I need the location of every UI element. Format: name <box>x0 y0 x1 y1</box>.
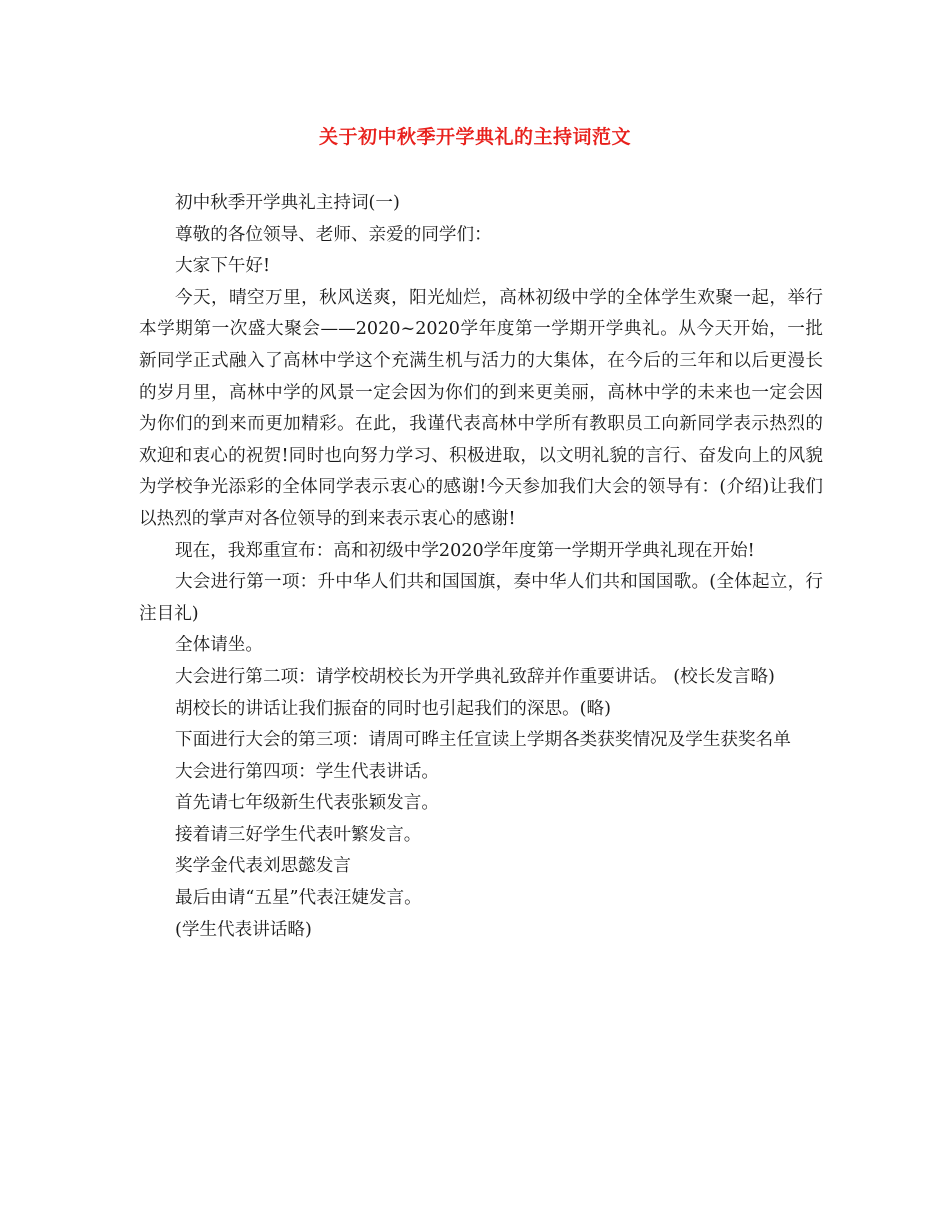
paragraph-speaker-four: 最后由请“五星”代表汪婕发言。 <box>175 888 422 909</box>
paragraph-opening-speech: 今天，晴空万里，秋风送爽，阳光灿烂，高林初级中学的全体学生欢聚一起，举行本学期第一次盛大聚会——2020~2020学年度第一学期开学典礼。从今天开始，一批新同学正式融入了高林中学这个充满生机与活力的大集体，在今后的三年和以后更漫长的岁月里，高林中学的风景一定会因为你们的到来更美丽，高林中学的未来也一定会因为你们的到来而更加精彩。在此，我谨代表高林中学所有教职员工向新同学表示热烈的欢迎和衷心的祝贺!同时也向努力学习、积极进取，以文明礼貌的言行、奋发向上的风貌为学校争光添彩的全体同学表示衷心的感谢!今天参加我们大会的领导有：(介绍)让我们以热烈的掌声对各位领导的到来表示衷心的感谢! <box>139 287 823 529</box>
paragraph-principal-response: 胡校长的讲话让我们振奋的同时也引起我们的深思。(略) <box>175 698 611 719</box>
paragraph-speaker-two: 接着请三好学生代表叶繁发言。 <box>175 824 422 845</box>
paragraph-item-three: 下面进行大会的第三项：请周可晔主任宣读上学期各类获奖情况及学生获奖名单 <box>175 730 791 751</box>
paragraph-announcement: 现在，我郑重宣布：高和初级中学2020学年度第一学期开学典礼现在开始! <box>175 540 755 561</box>
paragraph-greeting: 大家下午好! <box>175 256 271 277</box>
paragraph-be-seated: 全体请坐。 <box>175 635 263 656</box>
paragraph-item-two: 大会进行第二项：请学校胡校长为开学典礼致辞并作重要讲话。 (校长发言略) <box>175 666 775 687</box>
paragraph-speeches-omitted: (学生代表讲话略) <box>175 919 312 940</box>
paragraph-speaker-three: 奖学金代表刘思懿发言 <box>175 856 351 877</box>
paragraph-speaker-one: 首先请七年级新生代表张颖发言。 <box>175 793 439 814</box>
document-body <box>139 188 823 946</box>
paragraph-salutation: 尊敬的各位领导、老师、亲爱的同学们： <box>175 224 492 245</box>
paragraph-heading: 初中秋季开学典礼主持词(一) <box>175 193 400 213</box>
paragraph-item-one: 大会进行第一项：升中华人们共和国国旗，奏中华人们共和国国歌。(全体起立，行注目礼) <box>139 572 823 624</box>
document-title: 关于初中秋季开学典礼的主持词范文 <box>318 126 631 148</box>
paragraph-item-four: 大会进行第四项：学生代表讲话。 <box>175 761 439 782</box>
